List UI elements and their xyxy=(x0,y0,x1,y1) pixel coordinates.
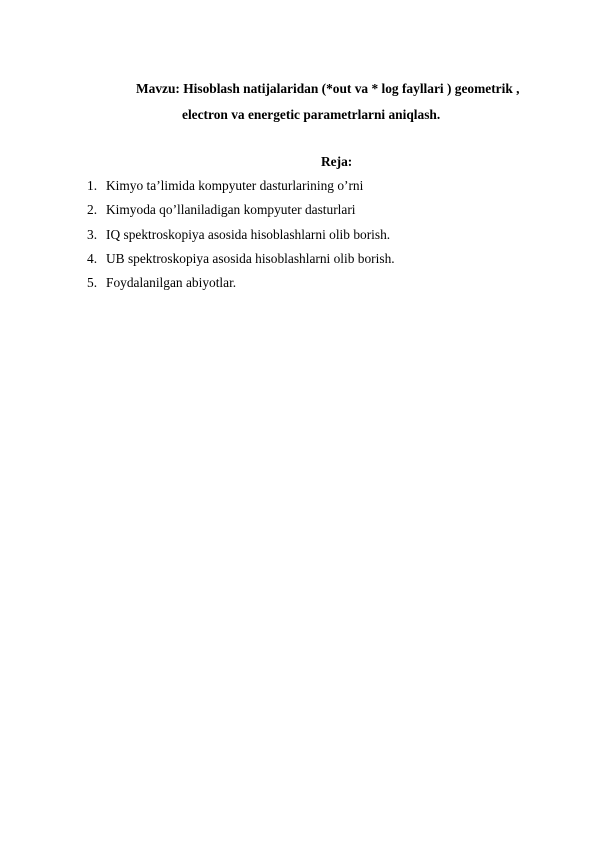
plan-item-text: UB spektroskopiya asosida hisoblashlarni olib borish. xyxy=(106,250,395,266)
plan-item xyxy=(87,178,395,202)
plan-item xyxy=(87,275,395,299)
plan-item-number: 5. xyxy=(87,275,98,291)
plan-heading: Reja: xyxy=(321,154,353,169)
plan-item-text: Foydalanilgan abiyotlar. xyxy=(106,275,237,291)
plan-item-number: 3. xyxy=(87,226,98,242)
plan-item xyxy=(87,227,395,251)
plan-item-number: 1. xyxy=(87,178,98,193)
document-title-line-1: Mavzu: Hisoblash natijalaridan (*out va * log fayllari ) geometrik , xyxy=(136,81,520,96)
plan-item xyxy=(87,202,395,226)
document-title-line-2: electron va energetic parametrlarni aniqlash. xyxy=(182,107,441,122)
plan-item-text: Kimyoda qo’llaniladigan kompyuter dasturlari xyxy=(106,202,356,218)
plan-item-text: IQ spektroskopiya asosida hisoblashlarni olib borish. xyxy=(106,226,391,242)
plan-item-number: 4. xyxy=(87,250,98,266)
plan-list xyxy=(87,178,395,299)
plan-item xyxy=(87,251,395,275)
plan-item-number: 2. xyxy=(87,202,98,218)
plan-item-text: Kimyo ta’limida kompyuter dasturlarining o’rni xyxy=(106,178,364,193)
